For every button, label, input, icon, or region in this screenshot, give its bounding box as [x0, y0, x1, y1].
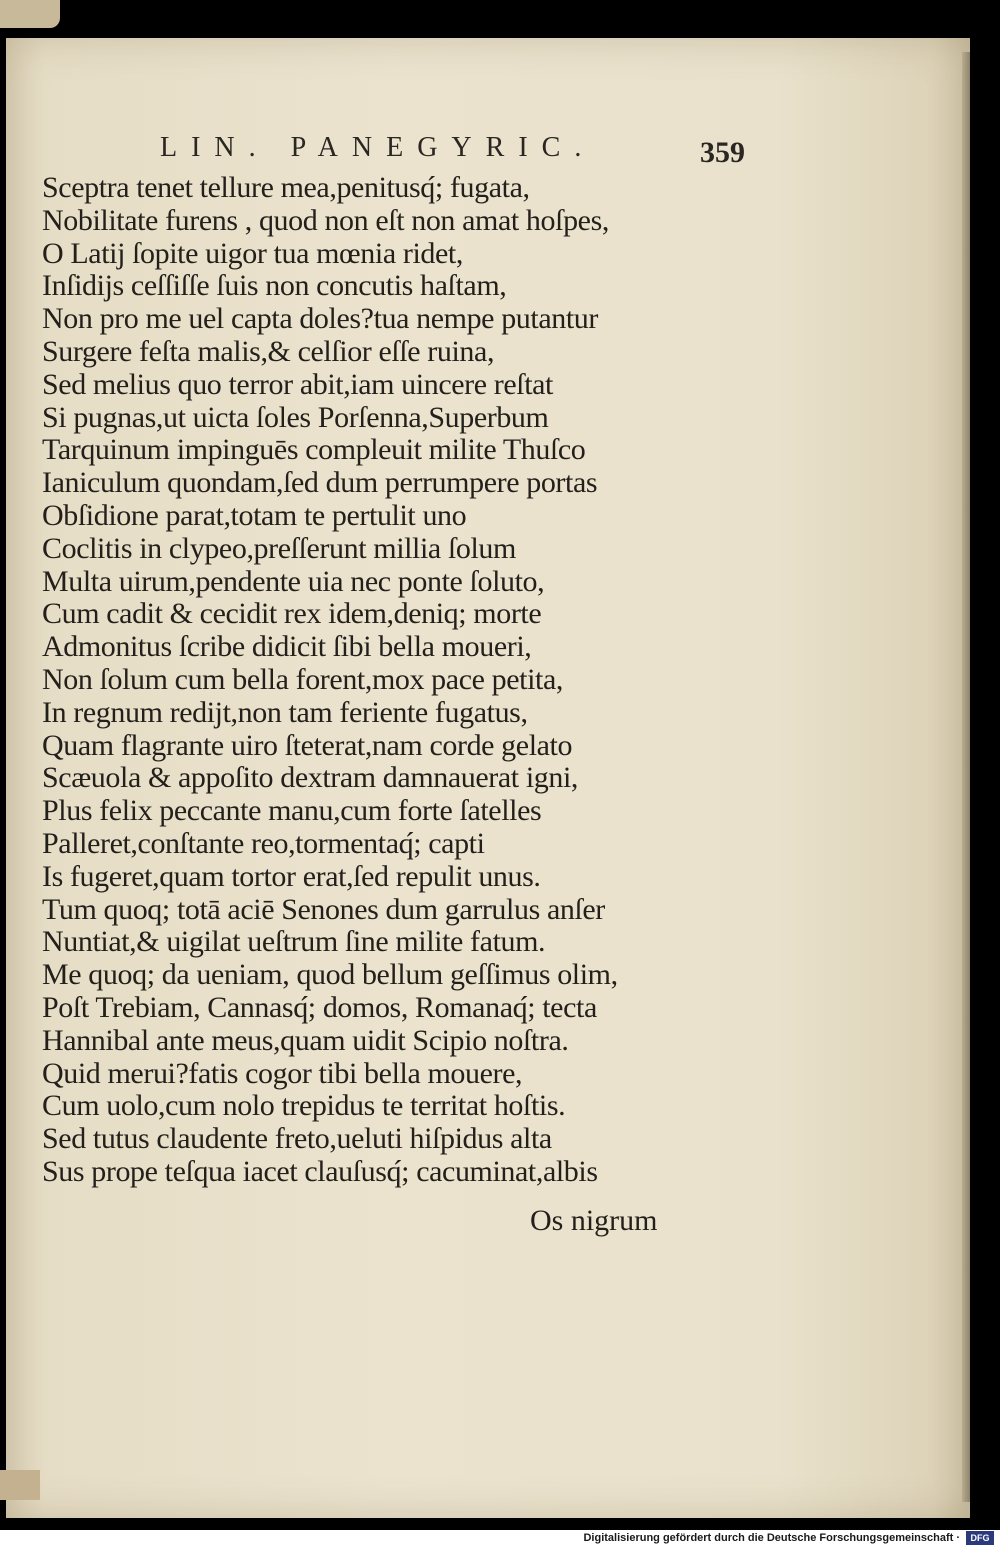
verse-line: Si pugnas,ut uicta ſoles Porſenna,Superbum — [42, 400, 549, 434]
paper-corner-bottom — [0, 1470, 40, 1500]
verse-line: Coclitis in clypeo,preſſerunt millia ſolum — [42, 531, 516, 565]
verse-line: Hannibal ante meus,quam uidit Scipio noſtra. — [42, 1023, 569, 1057]
verse-line: Non pro me uel capta doles?tua nempe putantur — [42, 302, 598, 336]
verse-line: Inſidijs ceſſiſſe ſuis non concutis haſtam, — [42, 269, 507, 303]
verse-line: Obſidione parat,totam te pertulit uno — [42, 498, 467, 532]
verse-line: Me quoq; da ueniam, quod bellum geſſimus olim, — [42, 958, 618, 992]
page-number: 359 — [700, 136, 745, 169]
verse-line: O Latij ſopite uigor tua mœnia ridet, — [42, 236, 463, 270]
funding-credit: Digitalisierung gefördert durch die Deutsche Forschungsgemeinschaft · — [583, 1532, 960, 1544]
verse-line: Sed melius quo terror abit,iam uincere reſtat — [42, 367, 553, 401]
verse-line: Admonitus ſcribe didicit ſibi bella moueri, — [42, 630, 532, 664]
verse-line: Cum uolo,cum nolo trepidus te territat hoſtis. — [42, 1089, 566, 1123]
running-head: LIN. PANEGYRIC. — [160, 132, 596, 163]
verse-line: Plus felix peccante manu,cum forte ſatelles — [42, 794, 542, 828]
paper-corner-top — [0, 0, 60, 28]
verse-line: Ianiculum quondam,ſed dum perrumpere portas — [42, 466, 598, 500]
verse-text — [42, 172, 722, 1189]
verse-line: Tum quoq; totā aciē Senones dum garrulus anſer — [42, 892, 605, 926]
verse-line: Sed tutus claudente freto,ueluti hiſpidus alta — [42, 1122, 552, 1156]
verse-line: Palleret,conſtante reo,tormentaq́; capti — [42, 826, 485, 860]
dfg-logo-icon: DFG — [966, 1531, 994, 1545]
verse-line: Nobilitate furens , quod non eſt non amat hoſpes, — [42, 203, 609, 237]
page-edge — [962, 52, 970, 1502]
catchword: Os nigrum — [530, 1204, 658, 1237]
verse-line: Surgere feſta malis,& celſior eſſe ruina, — [42, 334, 495, 368]
verse-line: Tarquinum impinguēs compleuit milite Thuſco — [42, 433, 586, 467]
verse-line: Sceptra tenet tellure mea,penitusq́; fugata, — [42, 171, 530, 204]
verse-line: Quid merui?fatis cogor tibi bella mouere, — [42, 1056, 523, 1090]
verse-line: Is fugeret,quam tortor erat,ſed repulit unus. — [42, 859, 541, 893]
verse-line: In regnum redijt,non tam feriente fugatus, — [42, 695, 528, 729]
verse-line: Poſt Trebiam, Cannasq́; domos, Romanaq́; tecta — [42, 990, 597, 1024]
verse-line: Quam flagrante uiro ſteterat,nam corde gelato — [42, 728, 573, 762]
verse-line: Non ſolum cum bella forent,mox pace petita, — [42, 662, 563, 696]
verse-line: Cum cadit & cecidit rex idem,deniq; morte — [42, 597, 542, 631]
verse-line: Nuntiat,& uigilat ueſtrum ſine milite fatum. — [42, 925, 546, 959]
verse-line: Sus prope teſqua iacet clauſusq́; cacuminat,albis — [42, 1154, 598, 1188]
verse-line: Multa uirum,pendente uia nec ponte ſoluto, — [42, 564, 545, 598]
verse-line: Scæuola & appoſito dextram damnauerat igni, — [42, 761, 578, 795]
